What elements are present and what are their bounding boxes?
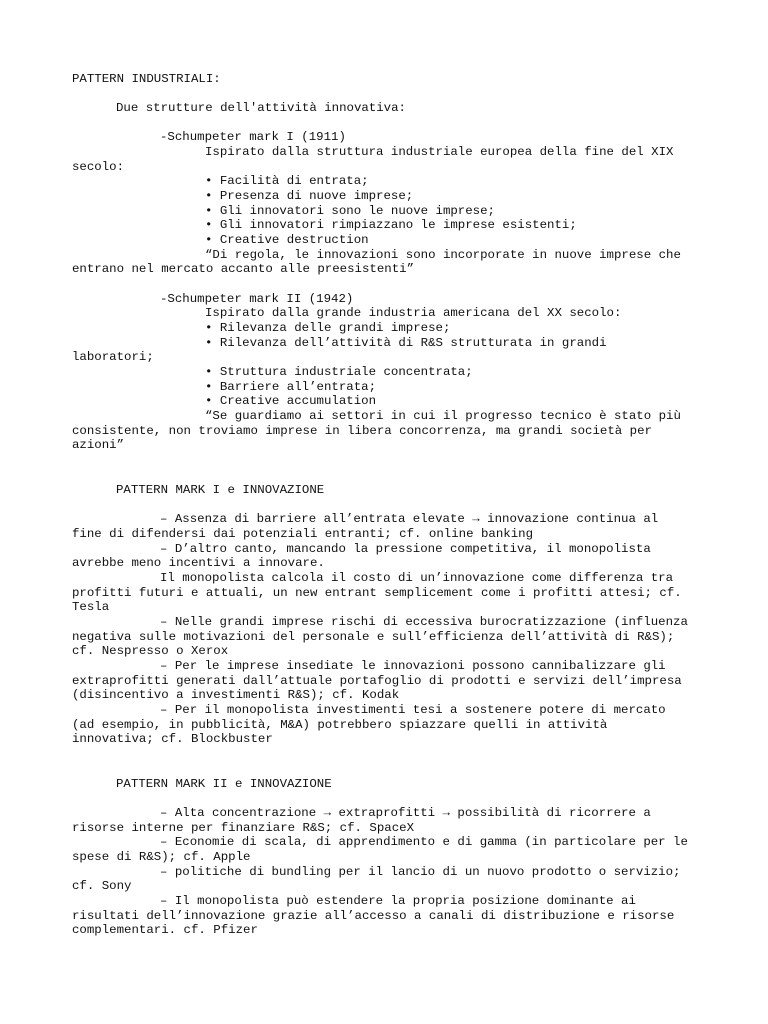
section2-line: risultati dell’innovazione grazie all’accesso a canali di distribuzione e risorse [72,909,675,923]
section1-line: Tesla [72,600,110,614]
mark1-bullet: • Presenza di nuove imprese; [205,189,414,203]
section1-line: – D’altro canto, mancando la pressione competitiva, il monopolista [160,542,651,556]
mark2-bullet: • Barriere all’entrata; [205,380,377,394]
mark1-bullet: • Facilità di entrata; [205,174,369,188]
mark2-quote-line: “Se guardiamo ai settori in cui il progresso tecnico è stato più [205,409,681,423]
mark1-quote-line: entrano nel mercato accanto alle preesistenti” [72,262,415,276]
section2-line: complementari. cf. Pfizer [72,923,258,937]
mark2-quote-line: azioni” [72,438,125,452]
section2-line: risorse interne per finanziare R&S; cf. SpaceX [72,821,415,835]
section1-line: – Per le imprese insediate le innovazioni possono cannibalizzare gli [160,659,666,673]
section1-line: innovativa; cf. Blockbuster [72,732,273,746]
mark1-bullet: • Creative destruction [205,233,369,247]
mark2-desc-line: Ispirato dalla grande industria americana del XX secolo: [205,306,622,320]
mark2-bullet: • Creative accumulation [205,394,377,408]
section1-line: cf. Nespresso o Xerox [72,644,229,658]
section2-line: cf. Sony [72,879,132,893]
mark2-bullet-continuation: laboratori; [72,350,154,364]
section1-line: – Assenza di barriere all’entrata elevate → innovazione continua al [160,512,659,526]
section1-line: avrebbe meno incentivi a innovare. [72,556,325,570]
intro-text: Due strutture dell'attività innovativa: [116,101,406,115]
section1-line: – Per il monopolista investimenti tesi a sostenere potere di mercato [160,703,666,717]
section1-line: fine di difendersi dai potenziali entranti; cf. online banking [72,527,534,541]
section1-line: (ad esempio, in pubblicità, M&A) potrebbero spiazzare quelli in attività [72,718,608,732]
section2-line: – Alta concentrazione → extraprofitti → possibilità di ricorrere a [160,806,651,820]
section2-line: – Il monopolista può estendere la propria posizione dominante ai [160,894,636,908]
mark1-desc-line: secolo: [72,160,125,174]
mark1-bullet: • Gli innovatori sono le nuove imprese; [205,204,495,218]
section1-line: Il monopolista calcola il costo di un’innovazione come differenza tra [160,571,674,585]
section1-line: negativa sulle motivazioni del personale e sull’efficienza dell’attività di R&S); [72,630,675,644]
section1-line: extraprofitti generati dall’attuale portafoglio di prodotti e servizi dell’impresa [72,674,682,688]
mark2-heading: -Schumpeter mark II (1942) [160,292,354,306]
mark2-bullet: • Rilevanza delle grandi imprese; [205,321,451,335]
section2-line: – politiche di bundling per il lancio di un nuovo prodotto o servizio; [160,865,681,879]
mark1-heading: -Schumpeter mark I (1911) [160,130,346,144]
section2-line: – Economie di scala, di apprendimento e di gamma (in particolare per le [160,835,688,849]
section2-line: spese di R&S); cf. Apple [72,850,251,864]
mark1-quote-line: “Di regola, le innovazioni sono incorporate in nuove imprese che [205,248,681,262]
mark2-bullet: • Rilevanza dell’attività di R&S strutturata in grandi [205,336,607,350]
mark2-quote-line: consistente, non troviamo imprese in libera concorrenza, ma grandi società per [72,424,652,438]
section1-line: profitti futuri e attuali, un new entrant semplicement come i profitti attesi; cf. [72,586,682,600]
section1-line: (disincentivo a investimenti R&S); cf. Kodak [72,688,400,702]
section2-heading: PATTERN MARK II e INNOVAZIONE [116,777,332,791]
page-title: PATTERN INDUSTRIALI: [72,72,221,86]
mark1-desc-line: Ispirato dalla struttura industriale europea della fine del XIX [205,145,674,159]
mark2-bullet: • Struttura industriale concentrata; [205,365,473,379]
section1-line: – Nelle grandi imprese rischi di eccessiva burocratizzazione (influenza [160,615,688,629]
mark1-bullet: • Gli innovatori rimpiazzano le imprese esistenti; [205,218,577,232]
section1-heading: PATTERN MARK I e INNOVAZIONE [116,483,325,497]
